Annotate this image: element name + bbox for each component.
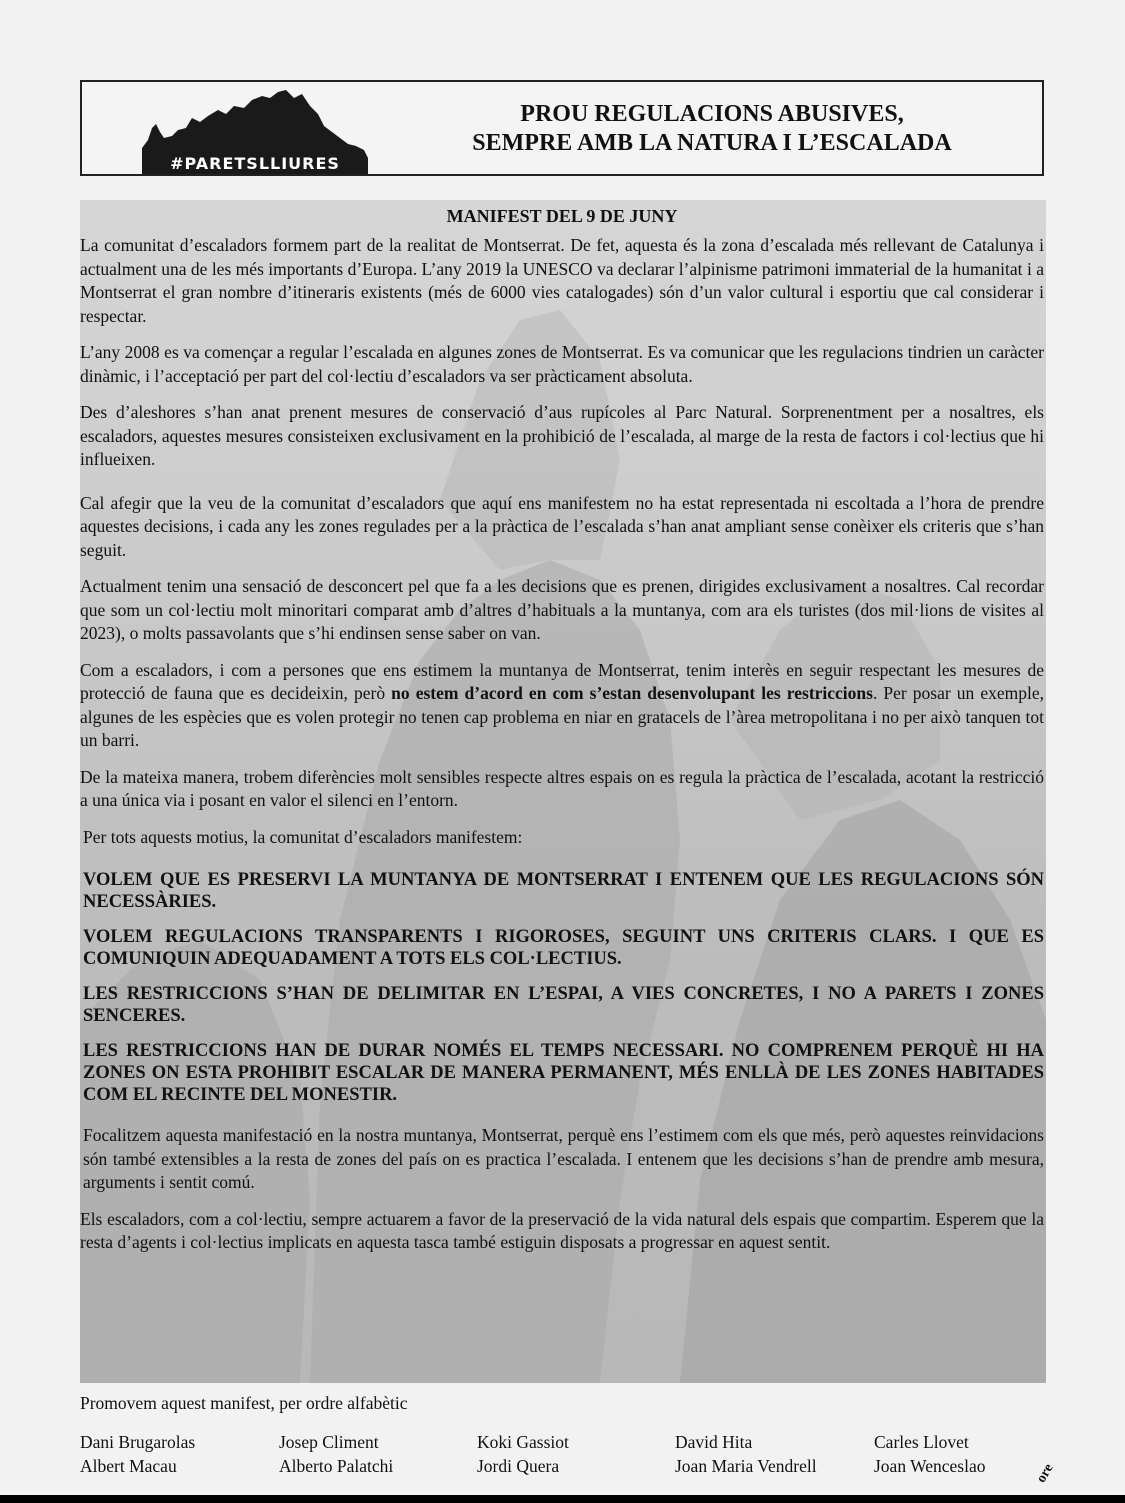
manifest-content [80, 200, 1044, 1268]
demand-4: LES RESTRICCIONS HAN DE DURAR NOMÉS EL TEMPS NECESSARI. NO COMPRENEM PERQUÈ HI HA ZONES ON ESTA PROHIBIT ESCALAR DE MANERA PERMANENT, MÉS ENLLÀ DE LES ZONES HABITADES COM EL RECINTE DEL MONESTIR. [83, 1041, 1044, 1105]
paragraph-6 [80, 659, 1044, 753]
paragraph-8: Per tots aquests motius, la comunitat d’escaladors manifestem: [83, 826, 523, 847]
promoter-name: Joan Wenceslao [874, 1456, 986, 1476]
promoter-name: David Hita [675, 1432, 753, 1452]
promoter-name: Koki Gassiot [477, 1432, 569, 1452]
promoter-name: Josep Climent [279, 1432, 379, 1452]
header-box [80, 80, 1044, 176]
manifest-title: MANIFEST DEL 9 DE JUNY [446, 206, 678, 226]
paragraph-6-end: . Per posar un exemple, algunes de les espècies que es volen protegir no tenen cap problema en niar en gratacels de l’àrea metropolitana i no per això tanquen tot un barri. [80, 683, 1045, 750]
paragraph-6-start: Com a escaladors, i com a persones que ens estimem la muntanya de Montserrat, tenim interès en seguir respectant les mesures de protecció de fauna que es decideixin, però [80, 659, 1044, 703]
paragraph-4: Cal afegir que la veu de la comunitat d’escaladors que aquí ens manifestem no ha estat representada ni escoltada a l’hora de prendre aquestes decisions, i cada any les zones regulades per a la pràctica de l’escalada s’han anat ampliant sense conèixer els criteris que s’han seguit. [80, 492, 1044, 560]
paragraph-2: L’any 2008 es va començar a regular l’escalada en algunes zones de Montserrat. Es va comunicar que les regulacions tindrien un caràcter dinàmic, i l’acceptació per part del col·lectiu d’escaladors va ser pràcticament absoluta. [80, 342, 1044, 386]
headline-line-1: PROU REGULACIONS ABUSIVES, [520, 101, 904, 127]
promoters-intro: Promovem aquest manifest, per ordre alfabètic [80, 1393, 408, 1413]
headline [422, 100, 1002, 158]
promoter-name: Carles Llovet [874, 1432, 969, 1452]
paretslliures-logo [134, 88, 374, 174]
paragraph-6-bold: no estem d’acord en com s’estan desenvolupant les restriccions [391, 683, 873, 703]
headline-line-2: SEMPRE AMB LA NATURA I L’ESCALADA [472, 130, 952, 156]
paragraph-1: La comunitat d’escaladors formem part de la realitat de Montserrat. De fet, aquesta és la zona d’escalada més rellevant de Catalunya i actualment una de les més importants d’Europa. L’any 2019 la UNESCO va declarar l’alpinisme patrimoni immaterial de la humanitat i a Montserrat el gran nombre d’itineraris existents (més de 6000 vies catalogades) són d’un valor cultural i esportiu que cal considerar i respectar. [80, 235, 1044, 326]
demand-3: LES RESTRICCIONS S’HAN DE DELIMITAR EN L’ESPAI, A VIES CONCRETES, I NO A PARETS I ZONES SENCERES. [83, 984, 1044, 1026]
paragraph-5: Actualment tenim una sensació de desconcert pel que fa a les decisions que es prenen, dirigides exclusivament a nosaltres. Cal recordar que som un col·lectiu molt minoritari comparat amb d’altres d’habituals a la muntanya, com ara els turistes (dos mil·lions de visites al 2023), o molts passavolants que s’hi endinsen sense saber on van. [80, 576, 1044, 643]
promoter-name: Joan Maria Vendrell [675, 1456, 817, 1476]
corner-fragment: ore [1034, 1461, 1057, 1486]
promoter-name: Alberto Palatchi [279, 1456, 394, 1476]
promoter-name: Albert Macau [80, 1456, 177, 1476]
promoter-name: Dani Brugarolas [80, 1432, 196, 1452]
paragraph-10: Els escaladors, com a col·lectiu, sempre actuarem a favor de la preservació de la vida natural dels espais que compartim. Esperem que la resta d’agents i col·lectius implicats en aquesta tasca també estiguin disposats a progressar en aquest sentit. [80, 1208, 1044, 1252]
logo-text: #PARETSLLIURES [170, 154, 340, 173]
paragraph-7: De la mateixa manera, trobem diferències molt sensibles respecte altres espais on es regula la pràctica de l’escalada, acotant la restricció a una única via i posant en valor el silenci en l’entorn. [80, 766, 1044, 810]
demand-2: VOLEM REGULACIONS TRANSPARENTS I RIGOROSES, SEGUINT UNS CRITERIS CLARS. I QUE ES COMUNIQUIN ADEQUADAMENT A TOTS ELS COL·LECTIUS. [83, 927, 1044, 969]
paragraph-9: Focalitzem aquesta manifestació en la nostra muntanya, Montserrat, perquè ens l’estimem com els que més, però aquestes reinvidacions són també extensibles a la resta de zones del país on es practica l’escalada. I entenem que les decisions s’han de prendre amb mesura, arguments i sentit comú. [83, 1125, 1044, 1192]
bottom-edge [0, 1495, 1125, 1503]
promoter-name: Jordi Quera [477, 1456, 560, 1476]
paragraph-3: Des d’aleshores s’han anat prenent mesures de conservació d’aus rupícoles al Parc Natural. Sorprenentment per a nosaltres, els escaladors, aquestes mesures consisteixen exclusivament en la prohibició de l’escalada, al marge de la resta de factors i col·lectius que hi influeixen. [80, 402, 1044, 469]
demand-1: VOLEM QUE ES PRESERVI LA MUNTANYA DE MONTSERRAT I ENTENEM QUE LES REGULACIONS SÓN NECESSÀRIES. [83, 870, 1044, 912]
